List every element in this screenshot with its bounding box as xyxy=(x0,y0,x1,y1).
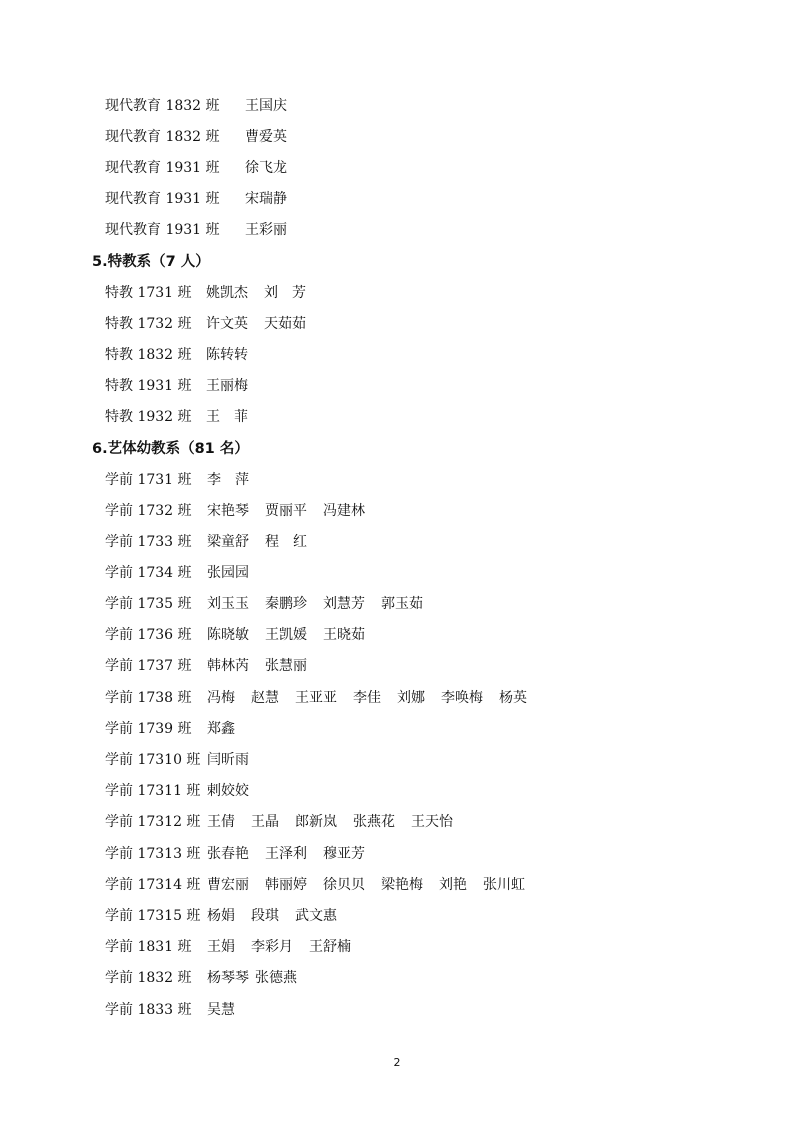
roster-row xyxy=(105,966,297,990)
student-name: 杨英 xyxy=(499,690,527,706)
student-name: 杨娟 xyxy=(207,908,235,924)
student-name: 徐贝贝 xyxy=(323,877,365,893)
student-name: 张春艳 xyxy=(207,846,249,862)
student-name: 张燕花 xyxy=(353,814,395,830)
roster-row xyxy=(105,156,287,180)
student-name: 李佳 xyxy=(353,690,381,706)
student-name: 王天怡 xyxy=(411,814,453,830)
roster-row xyxy=(105,218,287,242)
roster-row xyxy=(105,499,365,523)
roster-row xyxy=(105,717,235,741)
student-name: 陈晓敏 xyxy=(207,627,249,643)
roster-row xyxy=(105,904,337,928)
student-name: 梁艳梅 xyxy=(381,877,423,893)
student-name: 王亚亚 xyxy=(295,690,337,706)
roster-row xyxy=(105,779,249,803)
student-name: 王娟 xyxy=(207,939,235,955)
class-label: 现代教育 1832 班 xyxy=(105,129,220,145)
roster-row xyxy=(105,343,248,367)
student-name: 赵慧 xyxy=(251,690,279,706)
student-name: 李 萍 xyxy=(207,472,249,488)
roster-row xyxy=(105,405,248,429)
student-name: 穆亚芳 xyxy=(323,846,365,862)
roster-row xyxy=(105,94,287,118)
student-name: 王国庆 xyxy=(245,98,287,114)
student-name: 梁童舒 xyxy=(207,534,249,550)
class-label: 学前 1735 班 xyxy=(105,596,192,612)
student-name: 王 菲 xyxy=(206,409,248,425)
student-name: 曹宏丽 xyxy=(207,877,249,893)
student-name: 程 红 xyxy=(265,534,307,550)
class-label: 特教 1931 班 xyxy=(105,378,192,394)
student-name: 姚凯杰 xyxy=(206,285,248,301)
student-name: 王晓茹 xyxy=(323,627,365,643)
class-label: 特教 1832 班 xyxy=(105,347,192,363)
roster-row xyxy=(105,654,307,678)
student-name: 宋瑞静 xyxy=(245,191,287,207)
class-label: 学前 1736 班 xyxy=(105,627,192,643)
page-number: 2 xyxy=(393,1056,401,1069)
class-label: 学前 1732 班 xyxy=(105,503,192,519)
class-label: 特教 1731 班 xyxy=(105,285,192,301)
student-name: 武文惠 xyxy=(295,908,337,924)
student-name: 曹爱英 xyxy=(245,129,287,145)
student-name: 王倩 xyxy=(207,814,235,830)
student-name: 吴慧 xyxy=(207,1002,235,1018)
roster-row xyxy=(105,312,306,336)
student-name: 刘娜 xyxy=(397,690,425,706)
class-label: 现代教育 1832 班 xyxy=(105,98,220,114)
student-name: 郑鑫 xyxy=(207,721,235,737)
student-name: 陈转转 xyxy=(206,347,248,363)
student-name: 刘玉玉 xyxy=(207,596,249,612)
roster-row xyxy=(105,998,235,1022)
section-heading: 5.特教系（7 人） xyxy=(92,254,210,270)
student-name: 刘艳 xyxy=(439,877,467,893)
student-name: 杨琴琴 xyxy=(207,970,249,986)
roster-row xyxy=(105,530,307,554)
roster-row xyxy=(105,810,453,834)
student-name: 刘慧芳 xyxy=(323,596,365,612)
class-label: 特教 1732 班 xyxy=(105,316,192,332)
roster-row xyxy=(105,873,525,897)
student-name: 王凯媛 xyxy=(265,627,307,643)
student-name: 刘 芳 xyxy=(264,285,306,301)
student-name: 闫昕雨 xyxy=(207,752,249,768)
roster-row xyxy=(105,748,249,772)
roster-row xyxy=(105,468,249,492)
student-name: 贾丽平 xyxy=(265,503,307,519)
class-label: 学前 17313 班 xyxy=(105,846,201,862)
student-name: 宋艳琴 xyxy=(207,503,249,519)
student-name: 王泽利 xyxy=(265,846,307,862)
student-name: 张川虹 xyxy=(483,877,525,893)
roster-row xyxy=(105,686,527,710)
roster-row xyxy=(105,623,365,647)
class-label: 学前 1832 班 xyxy=(105,970,192,986)
class-label: 学前 1833 班 xyxy=(105,1002,192,1018)
class-label: 学前 1831 班 xyxy=(105,939,192,955)
class-label: 现代教育 1931 班 xyxy=(105,222,220,238)
student-name: 许文英 xyxy=(206,316,248,332)
student-name: 韩丽婷 xyxy=(265,877,307,893)
class-label: 学前 1738 班 xyxy=(105,690,192,706)
student-name: 徐飞龙 xyxy=(245,160,287,176)
class-label: 学前 17310 班 xyxy=(105,752,201,768)
student-name: 张慧丽 xyxy=(265,658,307,674)
class-label: 学前 1737 班 xyxy=(105,658,192,674)
class-label: 学前 17311 班 xyxy=(105,783,201,799)
class-label: 学前 17314 班 xyxy=(105,877,201,893)
roster-row xyxy=(105,187,287,211)
class-label: 学前 1739 班 xyxy=(105,721,192,737)
student-name: 王彩丽 xyxy=(245,222,287,238)
class-label: 学前 1733 班 xyxy=(105,534,192,550)
roster-row xyxy=(105,935,351,959)
student-name: 冯梅 xyxy=(207,690,235,706)
student-name: 李彩月 xyxy=(251,939,293,955)
section-heading: 6.艺体幼教系（81 名） xyxy=(92,441,249,457)
student-name: 郎新岚 xyxy=(295,814,337,830)
class-label: 学前 17315 班 xyxy=(105,908,201,924)
student-name: 段琪 xyxy=(251,908,279,924)
roster-row xyxy=(105,281,306,305)
class-label: 特教 1932 班 xyxy=(105,409,192,425)
student-name: 郭玉茹 xyxy=(381,596,423,612)
class-label: 现代教育 1931 班 xyxy=(105,191,220,207)
student-name: 张德燕 xyxy=(255,970,297,986)
student-name: 王舒楠 xyxy=(309,939,351,955)
student-name: 冯建林 xyxy=(323,503,365,519)
roster-row xyxy=(105,592,423,616)
student-name: 天茹茹 xyxy=(264,316,306,332)
class-label: 学前 17312 班 xyxy=(105,814,201,830)
student-name: 王晶 xyxy=(251,814,279,830)
student-name: 张园园 xyxy=(207,565,249,581)
roster-row xyxy=(105,842,365,866)
student-name: 李唤梅 xyxy=(441,690,483,706)
class-label: 学前 1731 班 xyxy=(105,472,192,488)
student-name: 韩林芮 xyxy=(207,658,249,674)
roster-row xyxy=(105,125,287,149)
student-name: 王丽梅 xyxy=(206,378,248,394)
student-name: 秦鹏珍 xyxy=(265,596,307,612)
roster-row xyxy=(105,561,249,585)
roster-row xyxy=(105,374,248,398)
class-label: 学前 1734 班 xyxy=(105,565,192,581)
student-name: 剌姣姣 xyxy=(207,783,249,799)
class-label: 现代教育 1931 班 xyxy=(105,160,220,176)
